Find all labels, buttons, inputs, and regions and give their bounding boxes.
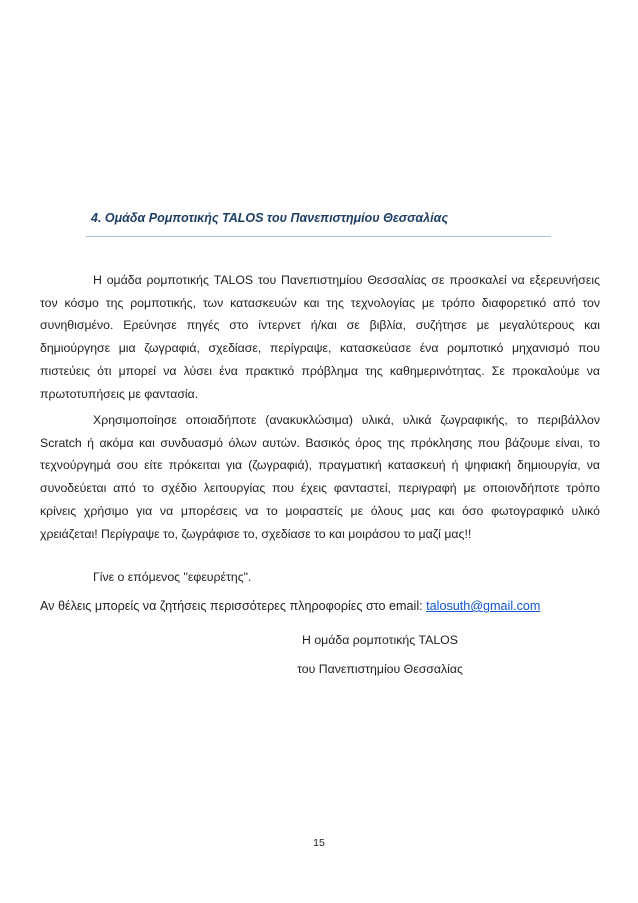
email-link[interactable]: talosuth@gmail.com [426,599,541,613]
contact-text: Αν θέλεις μπορείς να ζητήσεις περισσότερες πληροφορίες στο email: [40,599,427,613]
paragraph-inventor: Γίνε ο επόμενος "εφευρέτης". [93,570,252,584]
paragraph-materials: Χρησιμοποίησε οποιαδήποτε (ανακυκλώσιμα) υλικά, υλικά ζωγραφικής, το περιβάλλον Scratch ή ακόμα και συνδυασμό όλων αυτών. Βασικός όρος της πρόκλησης που βάζουμε είναι, το τεχνούργημά σου είτε πρόκειται για (ζωγραφιά), πραγματική κατασκευή ή ψηφιακή δημιουργία, να συνοδεύεται από το σχέδιο λειτουργίας που έχεις φανταστεί, περιγραφή με οποιονδήποτε τρόπο κρίνεις χρήσιμο για να μπορέσεις να το μοιραστείς με όλους μας και όσο φωτογραφικό υλικό χρειάζεται! Περίγραψε το, ζωγράφισε το, σχεδίασε το και μοιράσου το μαζί μας!! [40,413,600,541]
contact-line [40,595,600,618]
signature-line-team: Η ομάδα ρομποτικής TALOS [302,633,458,647]
signature-line-university: του Πανεπιστημίου Θεσσαλίας [297,662,463,676]
heading-underline-rule [86,236,551,237]
paragraph-invitation: Η ομάδα ρομποτικής TALOS του Πανεπιστημίου Θεσσαλίας σε προσκαλεί να εξερευνήσεις τον κόσμο της ρομποτικής, των κατασκευών και της τεχνολογίας με τρόπο διαφορετικό από τον συνηθισμένο. Ερεύνησε πηγές στο ίντερνετ ή/και σε βιβλία, συζήτησε με μεγαλύτερους και δημιούργησε μια ζωγραφιά, σχεδίασε, περίγραψε, κατασκεύασε ένα ρομποτικό μηχανισμό που πιστεύεις ότι μπορεί να λύσει ένα πρακτικό πρόβλημα της καθημερινότητας. Σε προκαλούμε να πρωτοτυπήσεις με φαντασία. [40,273,600,401]
page-number: 15 [313,837,325,849]
section-heading: 4. Ομάδα Ρομποτικής TALOS του Πανεπιστημίου Θεσσαλίας [91,211,448,225]
